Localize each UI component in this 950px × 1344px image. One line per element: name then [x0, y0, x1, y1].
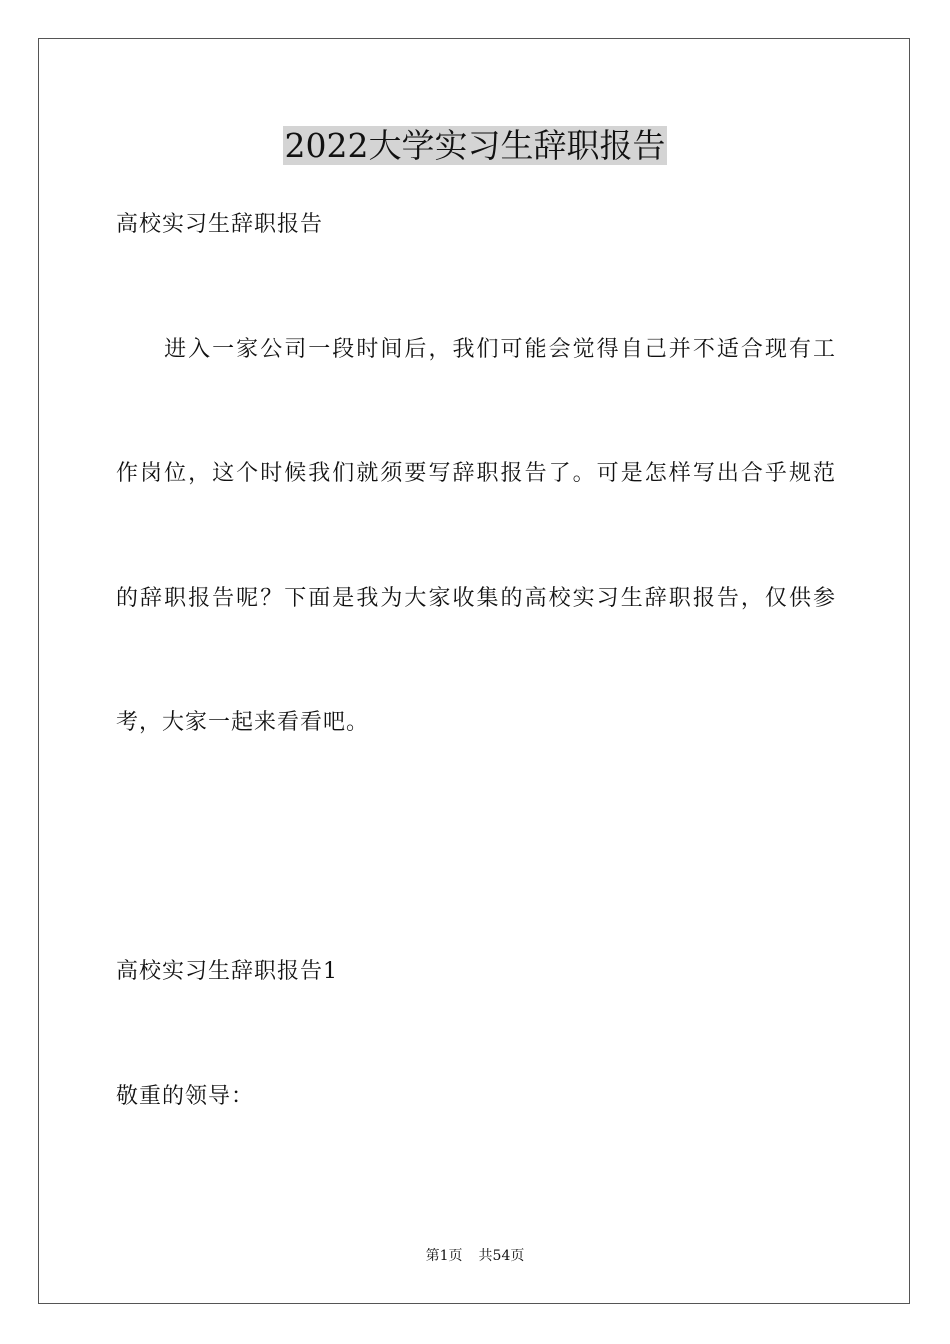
intro-line-4: 考，大家一起来看看吧。 — [116, 710, 370, 735]
section-heading: 高校实习生辞职报告1 — [116, 959, 338, 984]
page-footer — [0, 1247, 950, 1265]
intro-line-2: 作岗位，这个时候我们就须要写辞职报告了。可是怎样写出合乎规范 — [116, 461, 836, 486]
intro-line-3: 的辞职报告呢？下面是我为大家收集的高校实习生辞职报告，仅供参 — [116, 586, 836, 611]
page-number: 第1页 — [425, 1248, 463, 1264]
document-subtitle: 高校实习生辞职报告 — [116, 212, 324, 237]
document-title-text: 2022大学实习生辞职报告 — [284, 126, 666, 165]
document-title — [0, 124, 950, 168]
intro-line-1: 进入一家公司一段时间后，我们可能会觉得自己并不适合现有工 — [116, 337, 836, 362]
salutation: 敬重的领导： — [116, 1084, 255, 1109]
page-total: 共54页 — [478, 1248, 525, 1264]
